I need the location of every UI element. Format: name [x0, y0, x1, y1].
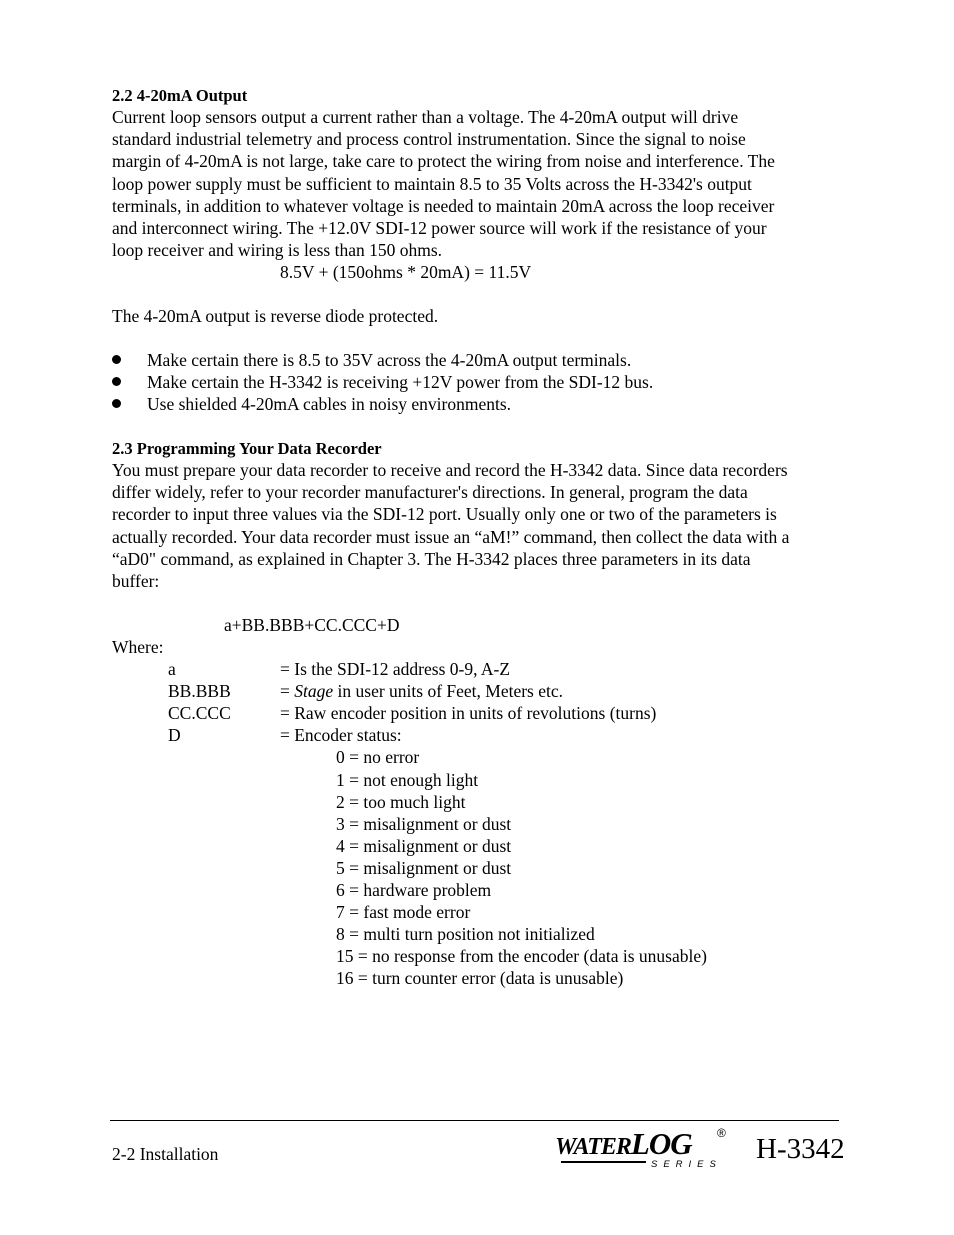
section-heading-2-2: 2.2 4-20mA Output	[112, 86, 248, 105]
status-code: 6 = hardware problem	[336, 880, 492, 900]
paragraph-line: terminals, in addition to whatever voltage is needed to maintain 20mA across the loop receiver	[112, 195, 775, 216]
status-code: 0 = no error	[336, 747, 420, 767]
logo-wordmark	[555, 1126, 692, 1162]
definition-value-suffix: in user units of Feet, Meters etc.	[333, 681, 564, 701]
section-2-3-paragraph	[112, 459, 852, 592]
bullet-text: Use shielded 4-20mA cables in noisy environments.	[147, 394, 512, 414]
status-code: 1 = not enough light	[336, 770, 479, 790]
definition-value: = Raw encoder position in units of revolutions (turns)	[280, 703, 657, 723]
section-2-2-paragraph	[112, 106, 852, 261]
status-code: 3 = misalignment or dust	[336, 814, 512, 834]
stage-term: Stage	[294, 681, 334, 701]
status-code: 4 = misalignment or dust	[336, 836, 512, 856]
registered-mark: ®	[717, 1126, 726, 1140]
status-code: 5 = misalignment or dust	[336, 858, 512, 878]
bullet-icon	[112, 377, 121, 386]
status-code: 2 = too much light	[336, 792, 466, 812]
paragraph-line: loop receiver and wiring is less than 150 ohms.	[112, 240, 443, 261]
footer-page-label: 2-2 Installation	[112, 1144, 219, 1164]
definition-key: a	[168, 659, 176, 679]
logo-underline	[561, 1161, 646, 1163]
bullet-icon	[112, 355, 121, 364]
bullet-text: Make certain the H-3342 is receiving +12V power from the SDI-12 bus.	[147, 372, 654, 392]
definition-value	[280, 680, 563, 702]
definition-value-prefix: =	[280, 681, 295, 701]
paragraph-line: differ widely, refer to your recorder manufacturer's directions. In general, program the data	[112, 482, 748, 503]
data-format-string: a+BB.BBB+CC.CCC+D	[224, 615, 400, 635]
status-code: 7 = fast mode error	[336, 902, 471, 922]
bullet-text: Make certain there is 8.5 to 35V across the 4-20mA output terminals.	[147, 350, 632, 370]
status-code: 16 = turn counter error (data is unusable)	[336, 968, 624, 988]
bullet-icon	[112, 399, 121, 408]
paragraph-line: actually recorded. Your data recorder must issue an “aM!” command, then collect the data with a	[112, 526, 790, 547]
paragraph-line: and interconnect wiring. The +12.0V SDI-12 power source will work if the resistance of your	[112, 218, 767, 239]
status-code: 8 = multi turn position not initialized	[336, 924, 595, 944]
waterlog-logo	[555, 1126, 735, 1174]
footer-model-number: H-3342	[756, 1133, 845, 1165]
definition-value: = Is the SDI-12 address 0-9, A-Z	[280, 659, 511, 679]
paragraph-line: standard industrial telemetry and process control instrumentation. Since the signal to noise	[112, 129, 746, 150]
paragraph-line: You must prepare your data recorder to receive and record the H-3342 data. Since data recorders	[112, 460, 788, 480]
paragraph-line: loop power supply must be sufficient to maintain 8.5 to 35 Volts across the H-3342's output	[112, 173, 752, 194]
logo-word-log: LOG	[630, 1126, 692, 1161]
paragraph-line: buffer:	[112, 571, 160, 592]
loop-voltage-formula: 8.5V + (150ohms * 20mA) = 11.5V	[280, 262, 532, 282]
footer-rule	[110, 1120, 839, 1121]
status-code: 15 = no response from the encoder (data is unusable)	[336, 946, 707, 966]
definition-key: BB.BBB	[168, 681, 231, 701]
protection-note: The 4-20mA output is reverse diode protected.	[112, 306, 439, 326]
where-label: Where:	[112, 637, 164, 657]
section-heading-2-3: 2.3 Programming Your Data Recorder	[112, 439, 382, 458]
logo-word-water: WATER	[555, 1134, 631, 1160]
definition-value: = Encoder status:	[280, 725, 402, 745]
paragraph-line: “aD0" command, as explained in Chapter 3. The H-3342 places three parameters in its data	[112, 548, 751, 569]
paragraph-line: Current loop sensors output a current rather than a voltage. The 4-20mA output will drive	[112, 107, 739, 127]
paragraph-line: recorder to input three values via the SDI-12 port. Usually only one or two of the parameters is	[112, 504, 777, 525]
definition-key: D	[168, 725, 181, 745]
logo-tagline: SERIES	[651, 1159, 722, 1170]
paragraph-line: margin of 4-20mA is not large, take care to protect the wiring from noise and interference. The	[112, 151, 775, 172]
definition-key: CC.CCC	[168, 703, 231, 723]
